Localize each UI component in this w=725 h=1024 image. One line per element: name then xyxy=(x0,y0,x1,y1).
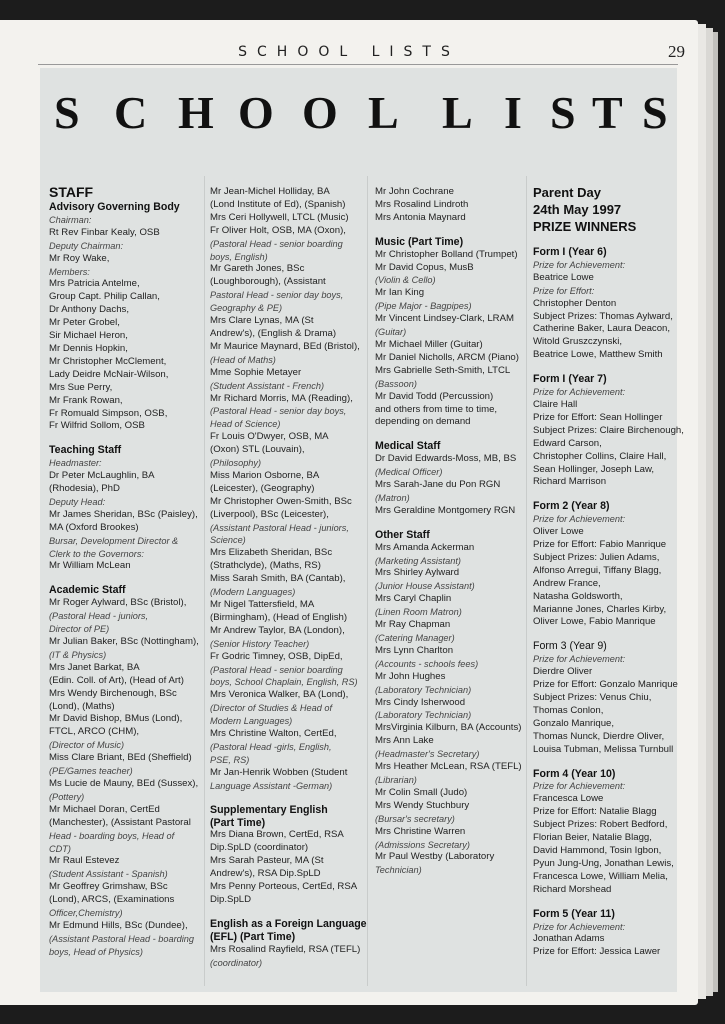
role-note: (Pipe Major - Bagpipes) xyxy=(375,301,472,312)
list-entry: Claire Hall xyxy=(533,398,578,410)
list-entry: Mrs Lynn Charlton xyxy=(375,644,454,656)
role-note: (Marketing Assistant) xyxy=(375,555,461,566)
role-note: (Bursar's secretary) xyxy=(375,813,455,824)
list-entry: MA (Oxford Brookes) xyxy=(49,521,139,533)
list-entry: (Rhodesia), PhD xyxy=(49,483,120,495)
list-entry: Mrs Ann Lake xyxy=(375,735,434,747)
list-entry: Oliver Lowe xyxy=(533,526,584,538)
role-note: Deputy Head: xyxy=(49,496,106,507)
list-entry: Mr Roger Aylward, BSc (Bristol), xyxy=(49,597,187,609)
list-entry: and others from time to time, xyxy=(375,403,498,415)
role-note: Geography & PE) xyxy=(210,303,283,314)
list-entry: Mr Andrew Taylor, BA (London), xyxy=(210,624,345,636)
role-note: (Assistant Pastoral Head - boarding xyxy=(49,933,195,944)
role-note: (Pottery) xyxy=(49,791,85,802)
list-entry: Mr Jan-Henrik Wobben (Student xyxy=(210,766,348,778)
list-entry: Dr Peter McLaughlin, BA xyxy=(49,470,155,482)
list-entry: Mr Vincent Lindsey-Clark, LRAM xyxy=(375,313,514,325)
list-entry: Miss Marion Osborne, BA xyxy=(210,469,320,481)
list-entry: Mr Jean-Michel Holliday, BA xyxy=(210,186,330,197)
list-entry: Pyun Jung-Ung, Jonathan Lewis, xyxy=(533,857,674,869)
list-entry: Mr Raul Estevez xyxy=(49,855,120,867)
column-academic-cont xyxy=(210,186,367,969)
role-note: (Student Assistant - Spanish) xyxy=(49,869,168,880)
role-note: Headmaster: xyxy=(49,458,102,469)
list-entry: Louisa Tubman, Melissa Turnbull xyxy=(533,743,674,755)
role-note: Prize for Achievement: xyxy=(533,514,626,525)
list-entry: Mme Sophie Metayer xyxy=(210,366,302,378)
list-entry: Subject Prizes: Venus Chiu, xyxy=(533,692,652,703)
list-entry: Mr Nigel Tattersfield, MA xyxy=(210,599,315,610)
list-entry: Rt Rev Finbar Kealy, OSB xyxy=(49,226,160,238)
section-heading: Parent Day xyxy=(533,185,601,200)
list-entry: Mr Paul Westby (Laboratory xyxy=(375,851,495,863)
list-entry: Sir Michael Heron, xyxy=(49,330,128,342)
list-entry: Mrs Gabrielle Seth-Smith, LTCL xyxy=(375,364,511,376)
list-entry: Jonathan Adams xyxy=(533,933,605,945)
list-entry: Mrs Heather McLean, RSA (TEFL) xyxy=(375,761,522,773)
title-letter: O xyxy=(302,87,338,138)
list-entry: Mr Geoffrey Grimshaw, BSc xyxy=(49,881,168,893)
list-entry: FTCL, ARCO (CHM), xyxy=(49,726,140,738)
list-entry: Mrs Sarah-Jane du Pon RGN xyxy=(375,479,501,491)
running-header: SCHOOL LISTS xyxy=(238,44,460,60)
role-note: (Assistant Pastoral Head - juniors, xyxy=(210,522,349,533)
subsection-heading: English as a Foreign Language xyxy=(210,917,367,930)
list-entry: Mr John Hughes xyxy=(375,670,446,682)
list-entry: Ms Lucie de Mauny, BEd (Sussex), xyxy=(49,777,199,789)
list-entry: (Edin. Coll. of Art), (Head of Art) xyxy=(49,674,184,686)
list-entry: Mrs Caryl Chaplin xyxy=(375,593,452,605)
list-entry: Mrs Diana Brown, CertEd, RSA xyxy=(210,829,344,841)
subsection-heading: Music (Part Time) xyxy=(375,235,464,248)
role-note: (Laboratory Technician) xyxy=(375,684,472,695)
role-note: Bursar, Development Director & xyxy=(49,535,179,546)
role-note: Deputy Chairman: xyxy=(49,240,124,251)
role-note: (Head of Maths) xyxy=(210,354,276,365)
list-entry: Dip.SpLD xyxy=(210,893,252,905)
list-entry: Mr Daniel Nicholls, ARCM (Piano) xyxy=(375,351,519,363)
subsection-heading: Form 4 (Year 10) xyxy=(533,767,616,780)
list-entry: David Hammond, Tosin Igbon, xyxy=(533,844,662,856)
list-entry: Marianne Jones, Charles Kirby, xyxy=(533,603,667,615)
role-note: Head of Science) xyxy=(210,419,281,430)
role-note: CDT) xyxy=(49,843,71,854)
role-note: Technician) xyxy=(375,865,422,876)
role-note: Prize for Achievement: xyxy=(533,781,626,792)
list-entry: Mr Gareth Jones, BSc xyxy=(210,263,305,275)
role-note: (Headmaster's Secretary) xyxy=(375,749,480,760)
title-letter: I xyxy=(504,87,522,138)
list-entry: Lady Deidre McNair-Wilson, xyxy=(49,368,169,380)
page-edge xyxy=(698,24,706,999)
list-entry: Mrs Sarah Pasteur, MA (St xyxy=(210,855,324,867)
list-entry: Mr Christopher McClement, xyxy=(49,355,167,367)
list-entry: Mr Michael Miller (Guitar) xyxy=(375,338,483,350)
role-note: Prize for Achievement: xyxy=(533,654,626,665)
list-entry: Prize for Effort: Fabio Manrique xyxy=(533,539,667,551)
list-entry: Prize for Effort: Sean Hollinger xyxy=(533,411,663,423)
role-note: boys, English) xyxy=(210,251,268,262)
role-note: (Pastoral Head -girls, English, xyxy=(210,741,332,752)
list-entry: Mrs Veronica Walker, BA (Lond), xyxy=(210,689,349,701)
list-entry: Subject Prizes: Robert Bedford, xyxy=(533,819,668,831)
list-entry: Andrew's), (English & Drama) xyxy=(210,327,337,339)
list-entry: Mrs Patricia Antelme, xyxy=(49,278,140,290)
list-entry: Mr John Cochrane xyxy=(375,186,454,197)
page-number: 29 xyxy=(668,42,685,61)
list-entry: Andrew's), RSA Dip.SpLD xyxy=(210,868,321,880)
title-letter: L xyxy=(442,87,473,138)
list-entry: Subject Prizes: Julien Adams, xyxy=(533,551,660,563)
list-entry: Mr Peter Grobel, xyxy=(49,317,120,329)
role-note: (Linen Room Matron) xyxy=(375,607,462,618)
list-entry: Mr Ian King xyxy=(375,287,425,299)
section-heading: PRIZE WINNERS xyxy=(533,219,637,234)
list-entry: Mr Christopher Bolland (Trumpet) xyxy=(375,248,518,260)
role-note: (coordinator) xyxy=(210,957,263,968)
list-entry: depending on demand xyxy=(375,416,471,428)
role-note: (Accounts - schools fees) xyxy=(375,658,479,669)
list-entry: Mrs Christine Walton, CertEd, xyxy=(210,728,337,740)
list-entry: Florian Beier, Natalie Blagg, xyxy=(533,832,652,844)
role-note: (Pastoral Head - senior boarding xyxy=(210,238,343,249)
list-entry: Mrs Wendy Stuchbury xyxy=(375,799,470,811)
column-prize-winners xyxy=(533,184,684,959)
role-note: Head - boarding boys, Head of xyxy=(49,830,175,841)
role-note: Science) xyxy=(210,535,246,546)
list-entry: Andrew France, xyxy=(533,577,601,589)
subsection-heading: Medical Staff xyxy=(375,440,441,453)
role-note: (Matron) xyxy=(375,492,410,503)
list-entry: Mr Christopher Owen-Smith, BSc xyxy=(210,495,352,507)
list-entry: Christopher Collins, Claire Hall, xyxy=(533,450,667,462)
column-divider xyxy=(367,176,368,986)
role-note: (IT & Physics) xyxy=(49,649,107,660)
list-entry: Witold Gruszczynski, xyxy=(533,336,623,348)
list-entry: Gonzalo Manrique, xyxy=(533,717,615,729)
role-note: Director of PE) xyxy=(49,624,110,635)
list-entry: Mr Michael Doran, CertEd xyxy=(49,803,160,815)
list-entry: Miss Clare Briant, BEd (Sheffield) xyxy=(49,752,192,764)
list-entry: Mrs Christine Warren xyxy=(375,825,466,837)
list-entry: Mrs Geraldine Montgomery RGN xyxy=(375,504,516,516)
role-note: Prize for Achievement: xyxy=(533,259,626,270)
list-entry: Mrs Cindy Isherwood xyxy=(375,696,466,708)
role-note: (Pastoral Head - senior boarding xyxy=(210,664,343,675)
list-entry: Mrs Janet Barkat, BA xyxy=(49,661,140,673)
list-entry: Mrs Sue Perry, xyxy=(49,381,113,393)
list-entry: (Lond Institute of Ed), (Spanish) xyxy=(210,198,346,210)
section-heading: 24th May 1997 xyxy=(533,202,622,217)
role-note: (Medical Officer) xyxy=(375,467,443,478)
title-letter: S xyxy=(54,87,80,138)
list-entry: Mr Edmund Hills, BSc (Dundee), xyxy=(49,919,188,931)
role-note: Clerk to the Governors: xyxy=(49,548,144,559)
list-entry: Mrs Rosalind Lindroth xyxy=(375,198,469,210)
list-entry: Beatrice Lowe, Matthew Smith xyxy=(533,349,663,361)
list-entry: Christopher Denton xyxy=(533,297,617,309)
subsection-heading: Teaching Staff xyxy=(49,444,122,457)
header-rule xyxy=(38,64,678,65)
list-entry: Francesca Lowe xyxy=(533,793,604,805)
title-letter: L xyxy=(368,87,399,138)
role-note: (Librarian) xyxy=(375,774,417,785)
list-entry: Mr Frank Rowan, xyxy=(49,394,123,406)
title-letter: S xyxy=(642,87,668,138)
list-entry: (Loughborough), (Assistant xyxy=(210,276,326,288)
list-entry: (Lond), (Maths) xyxy=(49,700,115,712)
page-edge xyxy=(713,32,718,992)
list-entry: Dr David Edwards-Moss, MB, BS xyxy=(375,453,517,465)
list-entry: Richard Marrison xyxy=(533,476,607,488)
list-entry: Mrs Amanda Ackerman xyxy=(375,541,475,553)
list-entry: (Birmingham), (Head of English) xyxy=(210,611,348,623)
subsection-heading: (EFL) (Part Time) xyxy=(210,930,296,943)
role-note: Pastoral Head - senior day boys, xyxy=(210,290,344,301)
role-note: (Director of Studies & Head of xyxy=(210,703,333,714)
title-letter: T xyxy=(592,87,623,138)
column-divider xyxy=(204,176,205,986)
subsection-heading: Other Staff xyxy=(375,528,430,541)
list-entry: Fr Wilfrid Sollom, OSB xyxy=(49,420,145,432)
list-entry: Thomas Nunck, Dierdre Oliver, xyxy=(533,730,665,742)
list-entry: Mrs Shirley Aylward xyxy=(375,567,460,579)
subsection-heading: Advisory Governing Body xyxy=(49,201,180,213)
subsection-heading: (Part Time) xyxy=(210,816,266,829)
role-note: Members: xyxy=(49,266,90,277)
list-entry: Mrs Elizabeth Sheridan, BSc xyxy=(210,547,333,559)
list-entry: (Lond), ARCS, (Examinations xyxy=(49,894,175,906)
role-note: (Pastoral Head - juniors, xyxy=(49,611,149,622)
subsection-heading: Supplementary English xyxy=(210,803,328,816)
role-note: (Senior History Teacher) xyxy=(210,638,310,649)
list-entry: Miss Sarah Smith, BA (Cantab), xyxy=(210,573,346,585)
list-entry: (Oxon) STL (Louvain), xyxy=(210,444,305,456)
list-entry: (Strathclyde), (Maths, RS) xyxy=(210,560,321,572)
list-entry: Dr Anthony Dachs, xyxy=(49,304,129,316)
subsection-heading: Form 5 (Year 11) xyxy=(533,907,615,920)
role-note: (Violin & Cello) xyxy=(375,275,436,286)
list-entry: Mr Roy Wake, xyxy=(49,252,110,264)
list-entry: Mr David Copus, MusB xyxy=(375,261,474,273)
list-entry: Subject Prizes: Thomas Aylward, xyxy=(533,310,673,322)
role-note: (Philosophy) xyxy=(210,458,262,469)
role-note: (Catering Manager) xyxy=(375,633,455,643)
list-entry: Mrs Penny Porteous, CertEd, RSA xyxy=(210,881,358,893)
role-note: (Guitar) xyxy=(375,327,407,338)
list-entry: Mr Ray Chapman xyxy=(375,619,451,631)
list-entry: Prize for Effort: Natalie Blagg xyxy=(533,806,657,818)
role-note: Officer,Chemistry) xyxy=(49,908,123,919)
role-note: Prize for Effort: xyxy=(533,285,595,296)
title-letter: S xyxy=(550,87,576,138)
role-note: (Laboratory Technician) xyxy=(375,710,472,721)
list-entry: Mrs Clare Lynas, MA (St xyxy=(210,315,314,327)
list-entry: Mrs Rosalind Rayfield, RSA (TEFL) xyxy=(210,943,361,955)
list-entry: Mr Richard Morris, MA (Reading), xyxy=(210,392,353,404)
subsection-heading: Form I (Year 6) xyxy=(533,246,607,258)
page-edge xyxy=(706,28,713,996)
role-note: (Pastoral Head - senior day boys, xyxy=(210,406,347,417)
list-entry: Thomas Conlon, xyxy=(533,704,604,716)
role-note: (Junior House Assistant) xyxy=(375,581,475,592)
subsection-heading-light: Form 3 (Year 9) xyxy=(533,640,607,653)
role-note: (Student Assistant - French) xyxy=(210,380,325,391)
subsection-heading: Form 2 (Year 8) xyxy=(533,500,610,513)
role-note: boys, School Chaplain, English, RS) xyxy=(210,677,358,688)
list-entry: Richard Morshead xyxy=(533,883,612,895)
title-letter: C xyxy=(114,87,148,138)
list-entry: Mr William McLean xyxy=(49,560,131,572)
title-letter: H xyxy=(178,87,214,138)
list-entry: Group Capt. Philip Callan, xyxy=(49,291,160,303)
list-entry: Dierdre Oliver xyxy=(533,666,593,678)
list-entry: Dip.SpLD (coordinator) xyxy=(210,842,309,854)
role-note: Modern Languages) xyxy=(210,716,293,727)
role-note: Chairman: xyxy=(49,214,92,225)
list-entry: Edward Carson, xyxy=(533,437,602,449)
subsection-heading: Academic Staff xyxy=(49,584,126,597)
list-entry: (Liverpool), BSc (Leicester), xyxy=(210,508,329,520)
list-entry: (Leicester), (Geography) xyxy=(210,482,315,494)
title-letter: O xyxy=(238,87,274,138)
role-note: PSE, RS) xyxy=(210,754,250,765)
page-title xyxy=(40,88,677,138)
list-entry: Alfonso Arregui, Tiffany Blagg, xyxy=(533,564,662,576)
role-note: Language Assistant -German) xyxy=(210,780,333,791)
list-entry: Mr James Sheridan, BSc (Paisley), xyxy=(49,508,198,520)
list-entry: Beatrice Lowe xyxy=(533,271,594,283)
list-entry: Mrs Wendy Birchenough, BSc xyxy=(49,687,177,699)
list-entry: Fr Louis O'Dwyer, OSB, MA xyxy=(210,431,329,443)
list-entry: Mr Colin Small (Judo) xyxy=(375,786,468,798)
column-divider xyxy=(526,176,527,986)
list-entry: Prize for Effort: Gonzalo Manrique xyxy=(533,679,678,691)
list-entry: Sean Hollinger, Joseph Law, xyxy=(533,463,655,475)
list-entry: Mr Julian Baker, BSc (Nottingham), xyxy=(49,636,199,647)
list-entry: Fr Godric Timney, OSB, DipEd, xyxy=(210,650,343,662)
role-note: (Modern Languages) xyxy=(210,587,296,598)
subsection-heading: Form I (Year 7) xyxy=(533,373,607,386)
list-entry: Mrs Antonia Maynard xyxy=(375,211,466,223)
role-note: (Bassoon) xyxy=(375,378,417,389)
column-staff xyxy=(49,184,199,959)
role-note: (Director of Music) xyxy=(49,740,125,751)
list-entry: Natasha Goldsworth, xyxy=(533,590,623,602)
list-entry: Mrs Ceri Hollywell, LTCL (Music) xyxy=(210,211,349,223)
list-entry: Subject Prizes: Claire Birchenough, xyxy=(533,424,684,436)
role-note: boys, Head of Physics) xyxy=(49,946,143,957)
list-entry: Catherine Baker, Laura Deacon, xyxy=(533,323,671,335)
role-note: (PE/Games teacher) xyxy=(49,766,133,777)
list-entry: Mr David Bishop, BMus (Lond), xyxy=(49,713,183,725)
list-entry: Fr Oliver Holt, OSB, MA (Oxon), xyxy=(210,224,346,236)
list-entry: (Manchester), (Assistant Pastoral xyxy=(49,816,191,828)
list-entry: Mr David Todd (Percussion) xyxy=(375,390,494,402)
list-entry: Prize for Effort: Jessica Lawer xyxy=(533,946,661,958)
list-entry: Fr Romuald Simpson, OSB, xyxy=(49,407,168,419)
list-entry: Mr Dennis Hopkin, xyxy=(49,342,128,354)
list-entry: Mr Maurice Maynard, BEd (Bristol), xyxy=(210,340,360,352)
role-note: (Admissions Secretary) xyxy=(375,839,470,850)
list-entry: MrsVirginia Kilburn, BA (Accounts) xyxy=(375,722,522,734)
list-entry: Francesca Lowe, William Melia, xyxy=(533,870,668,882)
role-note: Prize for Achievement: xyxy=(533,921,626,932)
section-heading: STAFF xyxy=(49,184,94,200)
role-note: Prize for Achievement: xyxy=(533,387,626,398)
column-other-staff xyxy=(375,186,522,877)
list-entry: Oliver Lowe, Fabio Manrique xyxy=(533,616,656,628)
